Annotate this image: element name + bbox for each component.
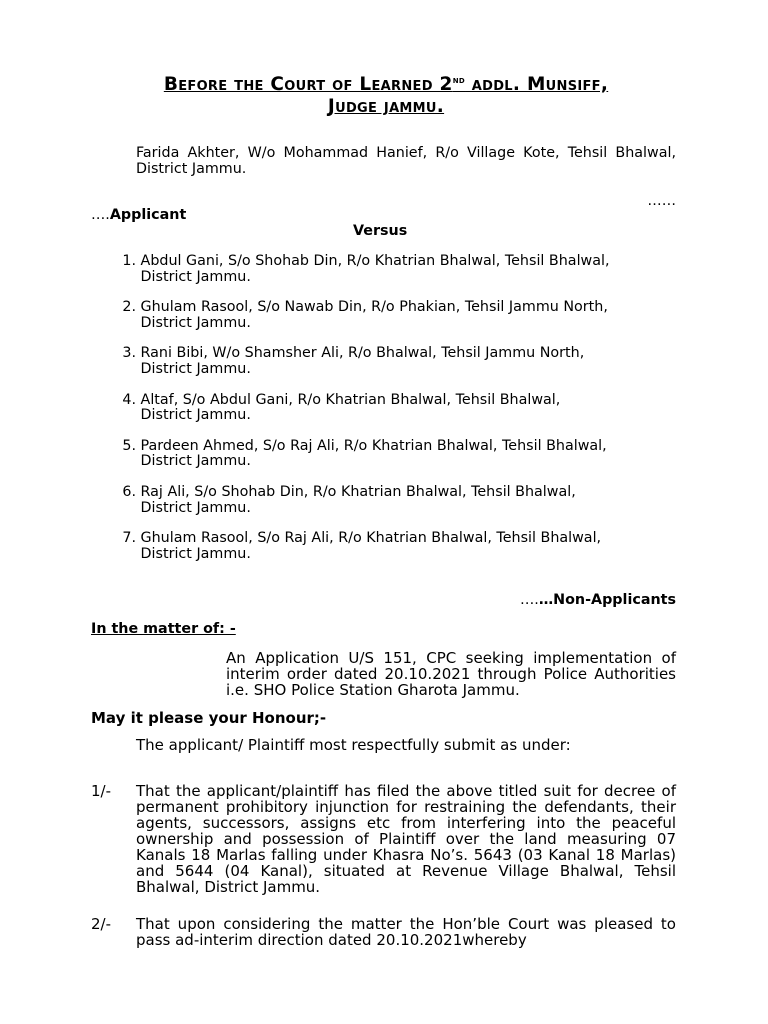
list-item-line2: District Jammu. xyxy=(140,499,251,516)
list-item xyxy=(106,300,676,331)
submission-intro: The applicant/ Plaintiff most respectfully submit as under: xyxy=(136,736,571,754)
non-applicants-label xyxy=(476,593,676,609)
court-title-superscript: nd xyxy=(452,74,466,86)
list-item-number: 5. xyxy=(122,437,136,454)
paragraph-number: 1/- xyxy=(91,782,112,800)
list-item-number: 2. xyxy=(122,299,136,316)
list-item xyxy=(106,254,676,285)
list-item-number: 7. xyxy=(122,530,136,547)
list-item-line1: Ghulam Rasool, S/o Nawab Din, R/o Phakian, Tehsil Jammu North, xyxy=(140,299,608,316)
list-item-line2: District Jammu. xyxy=(140,314,251,331)
application-subject: An Application U/S 151, CPC seeking implementation of interim order dated 20.10.2021 through Police Authorities i.e. SHO Police Station Gharota Jammu. xyxy=(226,649,676,699)
applicant-label xyxy=(91,208,186,224)
list-item-line2: District Jammu. xyxy=(140,545,251,562)
list-item xyxy=(106,439,676,470)
list-item xyxy=(106,393,676,424)
list-item-number: 3. xyxy=(122,345,136,362)
list-item-line1: Rani Bibi, W/o Shamsher Ali, R/o Bhalwal, Tehsil Jammu North, xyxy=(140,345,585,362)
paragraph-number: 2/- xyxy=(91,915,112,933)
paragraph-2 xyxy=(91,916,676,948)
paragraph-1 xyxy=(91,783,676,895)
list-item-number: 1. xyxy=(122,253,136,269)
list-item-number: 6. xyxy=(122,483,136,500)
list-item-line2: District Jammu. xyxy=(140,268,251,285)
honour-salutation: May it please your Honour;- xyxy=(91,709,327,727)
list-item-line2: District Jammu. xyxy=(140,407,251,424)
list-item xyxy=(106,485,676,516)
list-item-line2: District Jammu. xyxy=(140,453,251,470)
list-item-line1: Ghulam Rasool, S/o Raj Ali, R/o Khatrian Bhalwal, Tehsil Bhalwal, xyxy=(140,530,602,547)
applicant-label-dots: …. xyxy=(91,207,110,223)
list-item-line1: Altaf, S/o Abdul Gani, R/o Khatrian Bhalwal, Tehsil Bhalwal, xyxy=(140,391,561,408)
list-item-line2: District Jammu. xyxy=(140,360,251,377)
list-item-line1: Pardeen Ahmed, S/o Raj Ali, R/o Khatrian Bhalwal, Tehsil Bhalwal, xyxy=(140,437,607,454)
respondents-list xyxy=(106,254,676,577)
list-item-number: 4. xyxy=(122,391,136,408)
applicant-label-text: Applicant xyxy=(109,207,187,223)
non-applicants-text: …Non-Applicants xyxy=(538,592,676,608)
court-title-line1-post: addl. Munsiff, xyxy=(465,74,609,95)
applicant-description: Farida Akhter, W/o Mohammad Hanief, R/o Village Kote, Tehsil Bhalwal, District Jammu. xyxy=(136,145,676,177)
court-title-line1-pre: Before the Court of Learned 2 xyxy=(163,74,453,95)
court-title xyxy=(80,74,692,118)
court-title-line2: Judge jammu. xyxy=(327,96,445,117)
versus-heading: Versus xyxy=(353,223,408,239)
applicant-trailing-dots: …… xyxy=(647,193,676,209)
matter-heading: In the matter of: - xyxy=(91,621,236,637)
paragraph-text: That the applicant/plaintiff has filed the above titled suit for decree of permanent prohibitory injunction for restraining the defendants, their agents, successors, assigns etc from interfering into the peaceful ownership and possession of Plaintiff over the land measuring 07 Kanals 18 Marlas falling under Khasra No’s. 5643 (03 Kanal 18 Marlas) and 5644 (04 Kanal), situated at Revenue Village Bhalwal, Tehsil Bhalwal, District Jammu. xyxy=(136,782,676,896)
list-item xyxy=(106,346,676,377)
list-item-line1: Abdul Gani, S/o Shohab Din, R/o Khatrian Bhalwal, Tehsil Bhalwal, xyxy=(140,253,610,269)
paragraph-text: That upon considering the matter the Hon’ble Court was pleased to pass ad-interim direction dated 20.10.2021whereby xyxy=(136,915,676,949)
non-applicants-dots: …. xyxy=(519,592,539,608)
list-item xyxy=(106,531,676,562)
list-item-line1: Raj Ali, S/o Shohab Din, R/o Khatrian Bhalwal, Tehsil Bhalwal, xyxy=(140,483,576,500)
